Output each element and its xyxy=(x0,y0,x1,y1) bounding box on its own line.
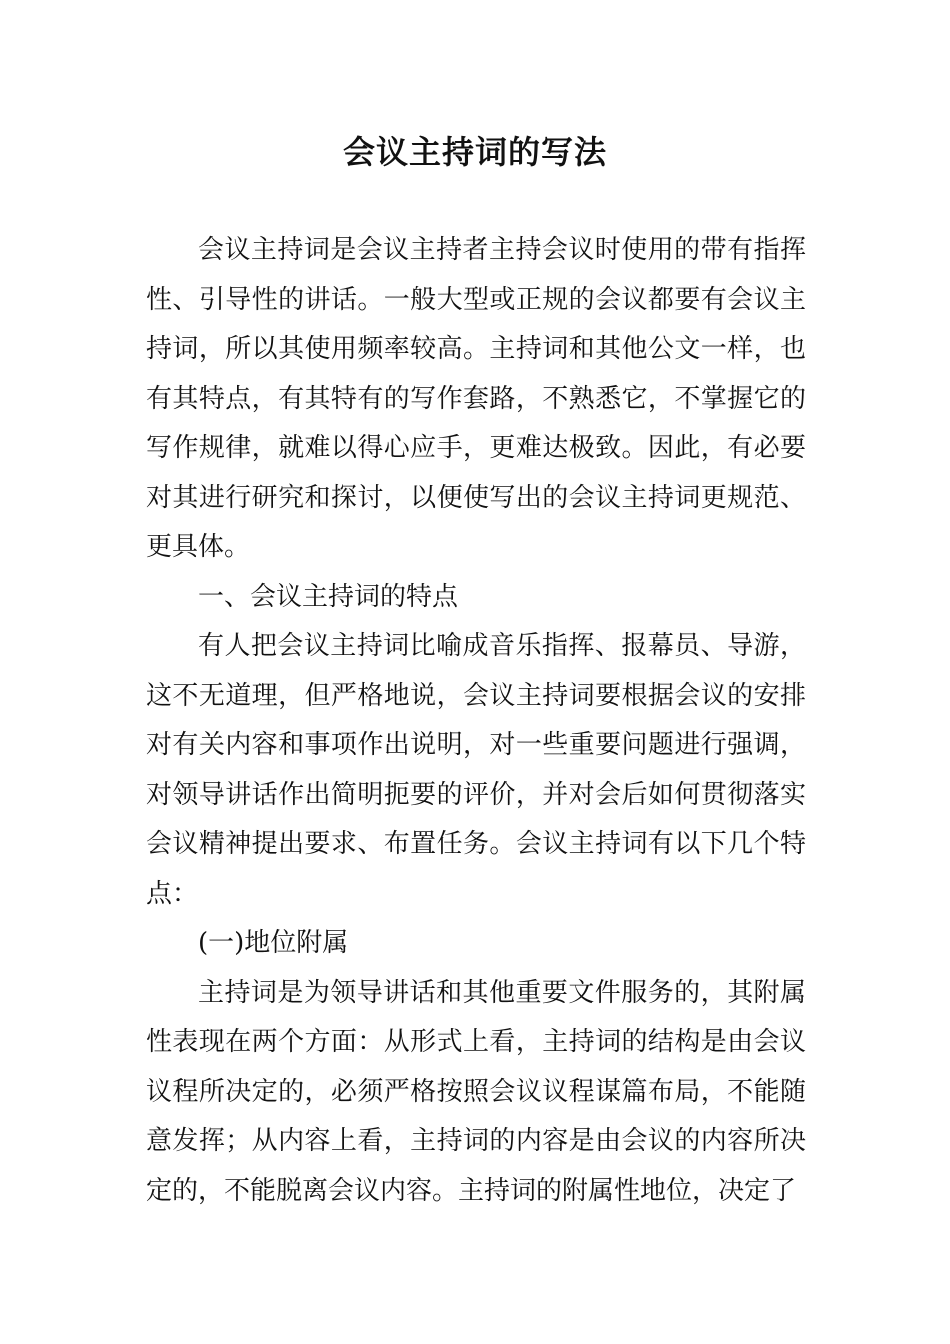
section-heading-features: 一、会议主持词的特点 xyxy=(198,581,459,612)
paragraph-features: 有人把会议主持词比喻成音乐指挥、报幕员、导游，这不无道理，但严格地说，会议主持词要根据会议的安排对有关内容和事项作出说明，对一些重要问题进行强调，对领导讲话作出简明扼要的评价，并对会后如何贯彻落实会议精神提出要求、布置任务。会议主持词有以下几个特点： xyxy=(146,631,806,909)
paragraph-subordinate: 主持词是为领导讲话和其他重要文件服务的，其附属性表现在两个方面：从形式上看，主持词的结构是由会议议程所决定的，必须严格按照会议议程谋篇布局，不能随意发挥；从内容上看，主持词的内容是由会议的内容所决定的，不能脱离会议内容。主持词的附属性地位，决定了 xyxy=(146,977,806,1206)
subsection-heading-subordinate: (一)地位附属 xyxy=(198,928,349,958)
document-title: 会议主持词的写法 xyxy=(342,133,607,171)
paragraph-intro: 会议主持词是会议主持者主持会议时使用的带有指挥性、引导性的讲话。一般大型或正规的会议都要有会议主持词，所以其使用频率较高。主持词和其他公文一样，也有其特点，有其特有的写作套路，不熟悉它，不掌握它的写作规律，就难以得心应手，更难达极致。因此，有必要对其进行研究和探讨，以便使写出的会议主持词更规范、更具体。 xyxy=(146,235,806,562)
document-body xyxy=(146,226,806,1216)
